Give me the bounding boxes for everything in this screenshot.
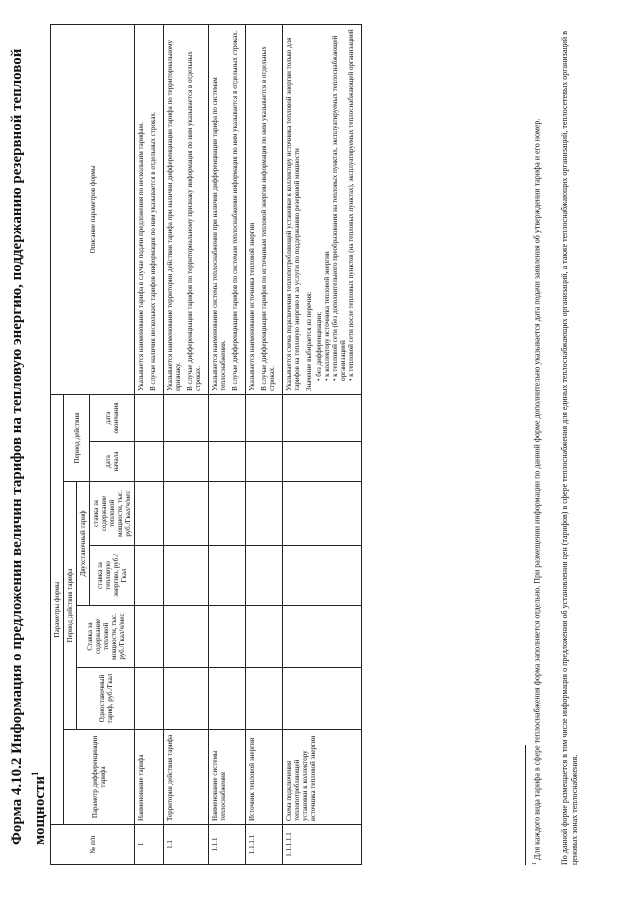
empty-cell	[164, 668, 209, 730]
form-note: По данной форме размещается в том числе информация о предложении об установлении цен (тарифов) в сфере теплоснабжения для единых теплоснабжающих организаций, а также теплоснабжающих организаций, теплосетевых организаций в ценовых зонах теплоснабжения.	[560, 31, 579, 865]
header-params-group: Параметры формы	[51, 394, 64, 824]
empty-cell	[246, 546, 283, 606]
empty-cell	[164, 394, 209, 441]
empty-cell	[164, 482, 209, 546]
header-param: Параметр дифференциации тарифа	[64, 730, 135, 825]
row-num: 1.1.1	[209, 825, 246, 865]
empty-cell	[164, 546, 209, 606]
desc-paragraph: В случае дифференциации тарифов по системам теплоснабжения информация по ним указывается в отдельных строках.	[231, 30, 239, 391]
header-validity: Период действия	[64, 394, 90, 481]
header-two-part: Двухставочный тариф	[77, 482, 90, 606]
empty-cell	[209, 546, 246, 606]
empty-cell	[283, 606, 362, 668]
row-param: Источник тепловой энергии	[246, 730, 283, 825]
row-param: Наименование тарифа	[135, 730, 164, 825]
row-description	[164, 24, 209, 394]
row-description	[209, 24, 246, 394]
empty-cell	[283, 668, 362, 730]
row-num: 1.1.1.1	[246, 825, 283, 865]
footnote	[530, 25, 543, 865]
form-title	[8, 25, 49, 845]
empty-cell	[246, 668, 283, 730]
empty-cell	[135, 606, 164, 668]
empty-cell	[246, 482, 283, 546]
empty-cell	[135, 482, 164, 546]
empty-cell	[246, 606, 283, 668]
header-energy-rate: ставка за тепловую энергию, руб./Гкал	[90, 546, 135, 606]
desc-paragraph: В случае дифференциации тарифов по источникам тепловой энергии информация по ним указывается в отдельных строках.	[260, 46, 276, 391]
empty-cell	[135, 668, 164, 730]
desc-paragraph: Указывается схема подключения теплопотребляющей установки к коллектору источника тепловой энергии только для тарифов на тепловую энергию и за услуги по поддержанию резервной мощности	[285, 37, 301, 391]
header-period-group: Период действия тарифа	[64, 482, 77, 730]
header-end: дата окончания	[90, 394, 135, 441]
empty-cell	[164, 442, 209, 482]
empty-cell	[135, 546, 164, 606]
empty-cell	[209, 606, 246, 668]
desc-paragraph: Указывается наименование тарифа в случае подачи предложения по нескольким тарифам.	[137, 122, 145, 391]
form-table	[50, 24, 362, 865]
row-description	[283, 24, 362, 394]
empty-cell	[283, 546, 362, 606]
options-block	[305, 28, 355, 391]
options-intro: Значение выбирается из перечня:	[305, 291, 313, 391]
option-item: • к тепловой сети после тепловых пунктов (на тепловых пунктах), эксплуатируемых теплоснабжающей организацией	[347, 28, 355, 381]
row-num: 1	[135, 825, 164, 865]
desc-paragraph: В случае дифференциации тарифов по территориальному признаку информация по ним указывается в отдельных строках.	[186, 51, 202, 391]
header-start: дата начала	[90, 442, 135, 482]
row-description	[246, 24, 283, 394]
empty-cell	[164, 606, 209, 668]
footnote-mark: 1	[532, 862, 538, 865]
empty-cell	[283, 394, 362, 441]
desc-paragraph: Указывается наименование системы теплоснабжения при наличии дифференциации тарифа по системам теплоснабжения.	[211, 77, 227, 391]
footnote-text: Для каждого вида тарифа в сфере теплоснабжения форма заполняется отдельно. При размещении информации по данной форме дополнительно указывается дата подачи заявления об утверждении тарифа и его номер.	[532, 118, 542, 860]
options-list	[315, 28, 355, 381]
empty-cell	[209, 482, 246, 546]
empty-cell	[209, 442, 246, 482]
option-item: • без дифференциации;	[315, 28, 323, 381]
row-param: Наименование системы теплоснабжения	[209, 730, 246, 825]
header-one-part: Одноставочный тариф, руб./Гкал	[77, 668, 135, 730]
desc-paragraph: Указывается наименование территории действия тарифа при наличии дифференциации тарифа по территориальному признаку.	[166, 39, 182, 391]
row-param: Схема подключения теплопотребляющей установки к коллектору источника тепловой энергии	[283, 730, 362, 825]
header-maintenance-rate: ставка за содержание тепловой мощности, тыс. руб./Гкал/ч/мес	[90, 482, 135, 546]
empty-cell	[135, 394, 164, 441]
empty-cell	[246, 394, 283, 441]
header-description: Описание параметров формы	[51, 24, 135, 394]
empty-cell	[283, 442, 362, 482]
row-num: 1.1	[164, 825, 209, 865]
empty-cell	[246, 442, 283, 482]
row-num: 1.1.1.1.1	[283, 825, 362, 865]
header-reserve-rate: Ставка за содержание тепловой мощности, тыс. руб./Гкал/ч/мес	[77, 606, 135, 668]
header-num: № п/п	[51, 825, 135, 865]
desc-paragraph: В случае наличия нескольких тарифов информация по ним указывается в отдельных строках.	[149, 111, 157, 391]
option-item: • к коллектору источника тепловой энергии	[323, 28, 331, 381]
empty-cell	[135, 442, 164, 482]
empty-cell	[209, 394, 246, 441]
table-row	[135, 24, 164, 864]
form-title-text: Форма 4.10.2 Информация о предложении величин тарифов на тепловую энергию, поддержанию резервной тепловой мощности	[9, 48, 48, 845]
footnote-divider	[525, 745, 526, 865]
row-param: Территория действия тарифа	[164, 730, 209, 825]
empty-cell	[283, 482, 362, 546]
row-description	[135, 24, 164, 394]
table-row	[283, 24, 362, 864]
title-footnote-mark: 1	[30, 771, 40, 776]
table-row	[209, 24, 246, 864]
empty-cell	[209, 668, 246, 730]
option-item: • к тепловой сети (без дополнительного преобразования на тепловых пунктах, эксплуатируемых теплоснабжающей организацией	[331, 28, 347, 381]
desc-paragraph: Указывается наименование источника тепловой энергии	[248, 222, 256, 391]
table-row	[164, 24, 209, 864]
table-row	[246, 24, 283, 864]
